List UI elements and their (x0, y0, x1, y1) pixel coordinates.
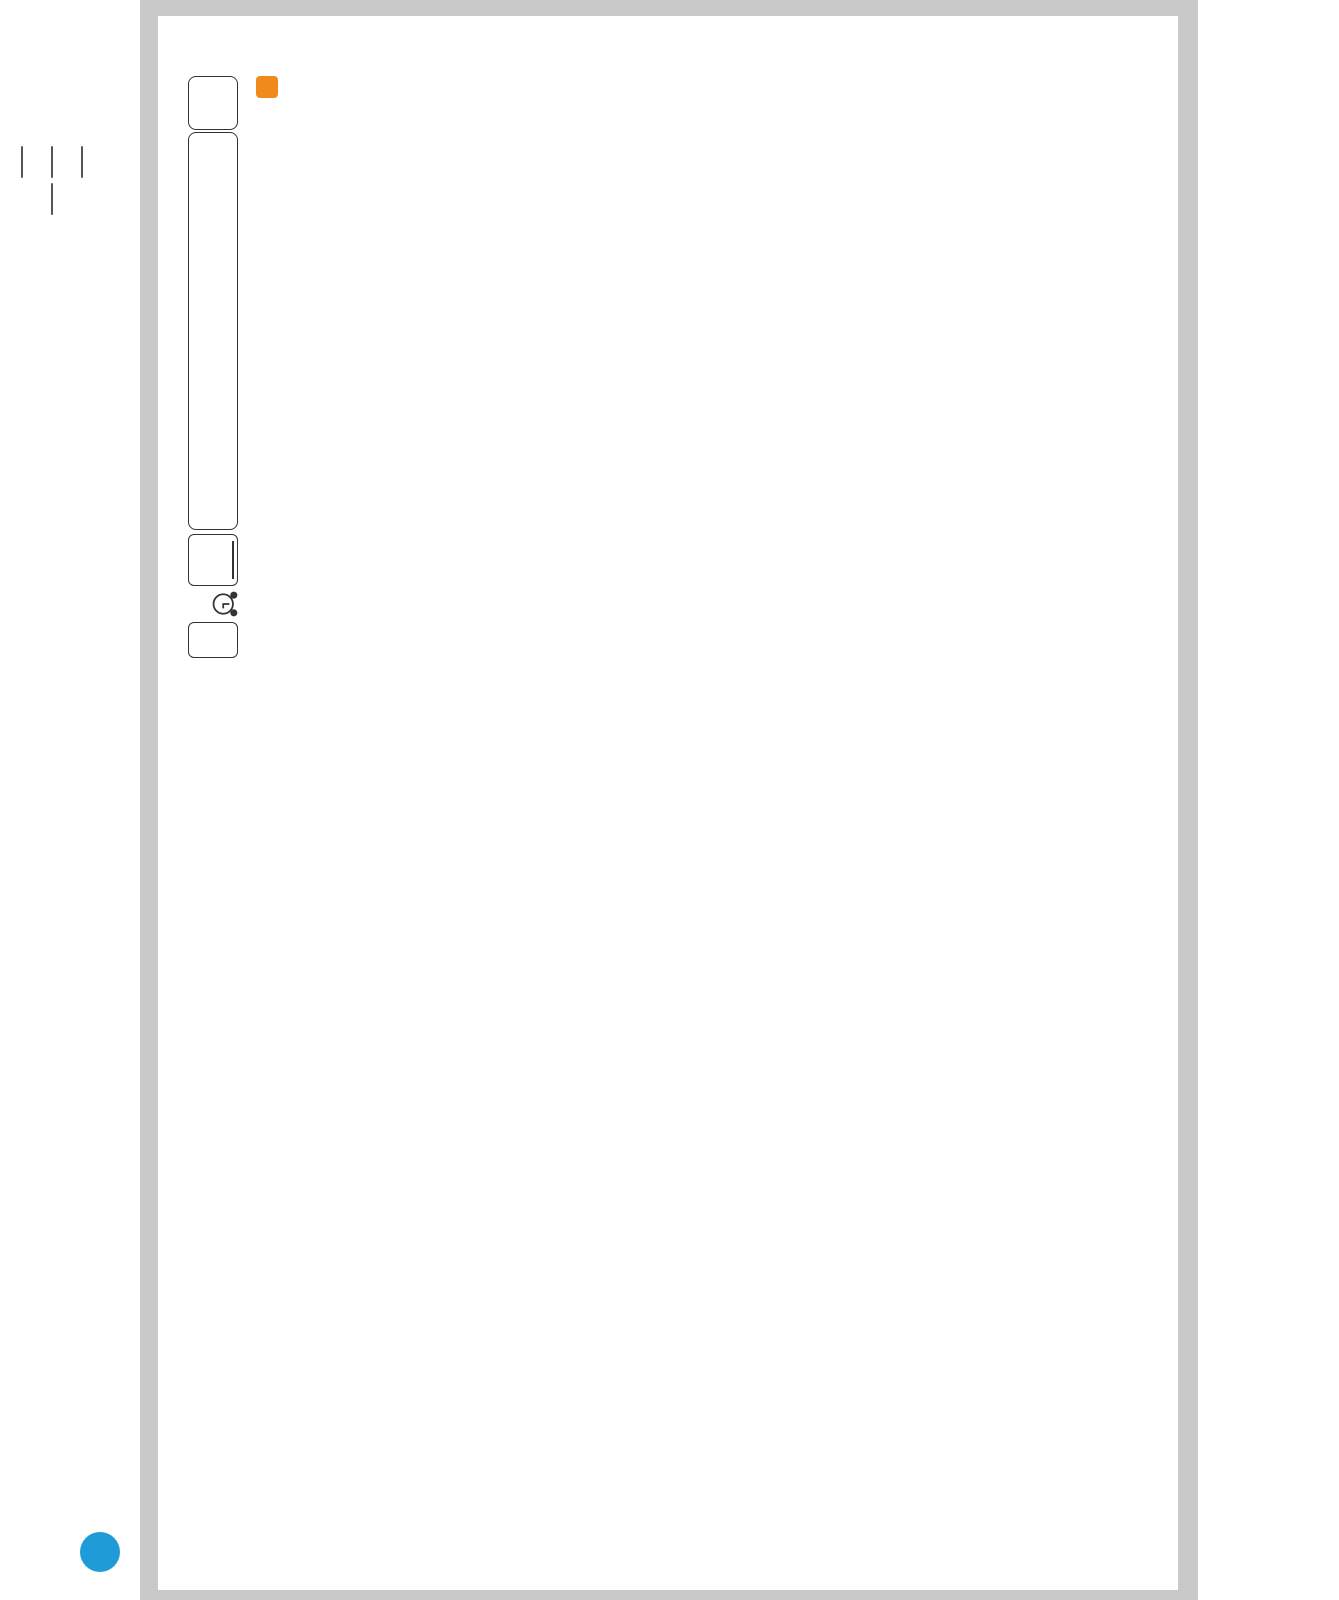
chapter-title-box-left (188, 132, 238, 530)
q1a-expression-line-1 (75, 146, 96, 178)
page-badge-22 (188, 76, 238, 130)
q1a-expression-line-3 (15, 146, 36, 178)
alarm-clock-icon-left (210, 586, 240, 622)
time-estimate-left (188, 622, 238, 658)
left-question-number-1 (256, 76, 278, 98)
page-number-badge (80, 1532, 120, 1572)
q1a-expression-line-2 (45, 146, 66, 215)
worksheet (158, 16, 1178, 1590)
spread (158, 16, 1178, 1590)
page-margin (0, 0, 140, 1600)
textbook-reference-left (188, 534, 238, 586)
